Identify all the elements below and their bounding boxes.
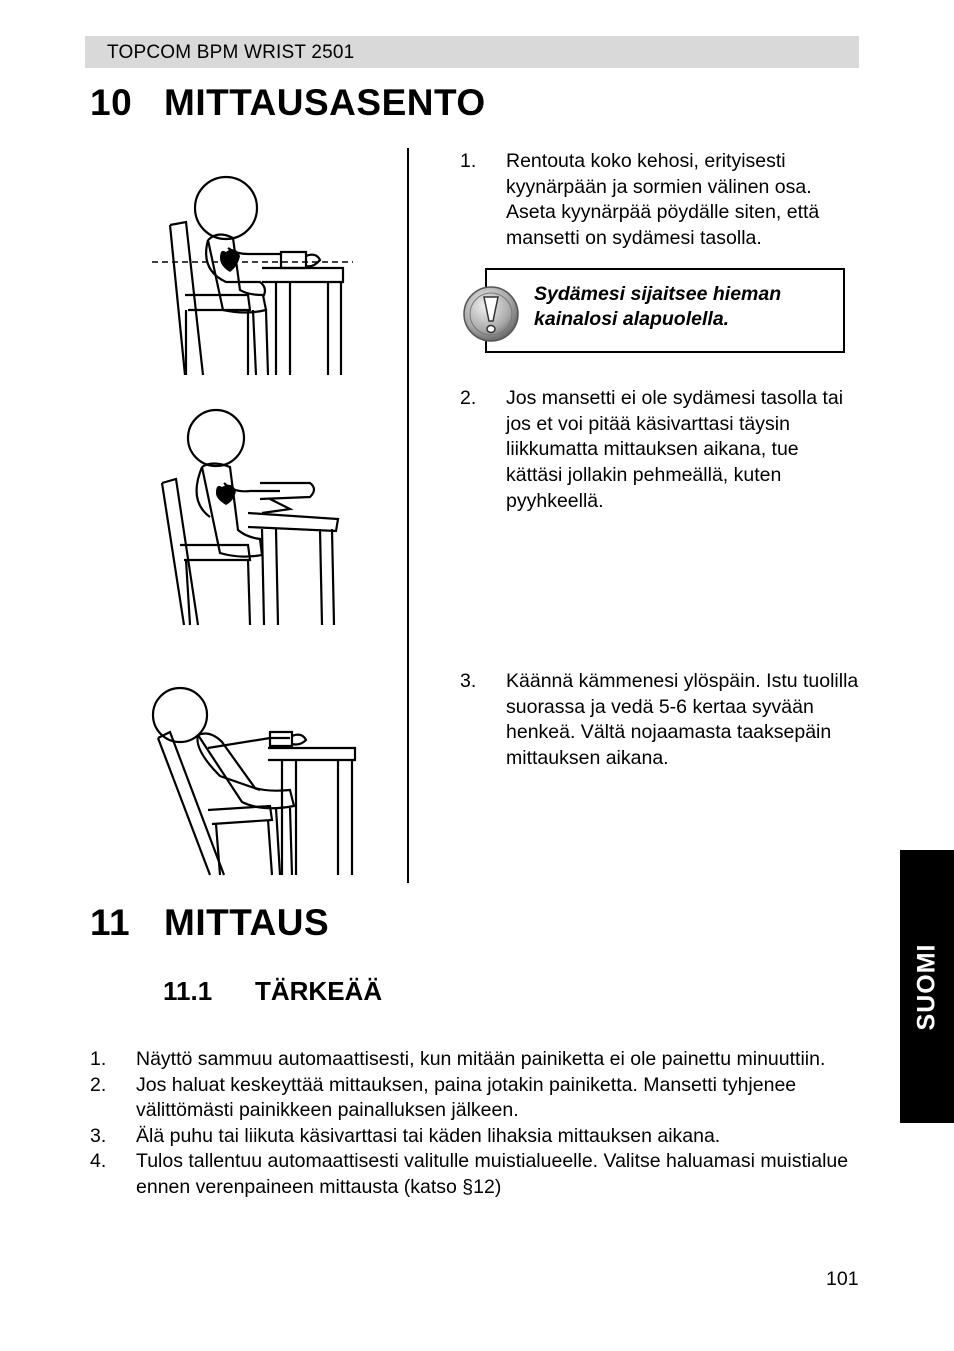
list-item-number: 1. — [90, 1048, 107, 1070]
subsection-number: 11.1 — [163, 976, 213, 1006]
header-bar — [85, 36, 859, 68]
section-11-heading — [90, 902, 329, 944]
step-3-text: Käännä kämmenesi ylöspäin. Istu tuolilla suorassa ja vedä 5-6 kertaa syvään henkeä. Vältä nojaamasta taaksepäin mittauksen aikana. — [506, 670, 859, 770]
list-item-text: Jos haluat keskeyttää mittauksen, paina jotakin painiketta. Mansetti tyhjenee välittömästi painikkeen painalluksen jälkeen. — [136, 1073, 797, 1121]
posture-illustration-upright — [148, 170, 358, 382]
step-1-text: Rentouta koko kehosi, erityisesti kyynärpään ja sormien välinen osa. Aseta kyynärpää pöydälle siten, että mansetti on sydämesi tasolla. — [506, 150, 820, 250]
section-10-title: MITTAUSASENTO — [164, 82, 486, 123]
step-3-number: 3. — [460, 670, 477, 692]
posture-illustration-leaning — [150, 680, 360, 880]
column-divider — [407, 148, 409, 883]
list-item — [90, 1047, 850, 1073]
section-11-number: 11 — [90, 902, 131, 943]
step-3 — [460, 669, 860, 772]
exclamation-icon — [462, 285, 520, 343]
section-10-number: 10 — [90, 82, 133, 123]
list-item-number: 4. — [90, 1150, 107, 1172]
page-number: 101 — [826, 1268, 859, 1290]
step-2 — [460, 386, 860, 515]
list-item-text: Näyttö sammuu automaattisesti, kun mitään painiketta ei ole painettu minuuttiin. — [136, 1048, 826, 1070]
document-title: TOPCOM BPM WRIST 2501 — [107, 42, 355, 63]
step-1-number: 1. — [460, 150, 477, 172]
language-tab-label: SUOMI — [912, 943, 941, 1030]
list-item-text: Tulos tallentuu automaattisesti valitulle muistialueelle. Valitse haluamasi muistialue ennen verenpaineen mittausta (katso §12) — [136, 1150, 849, 1198]
list-item-text: Älä puhu tai liikuta käsivarttasi tai käden lihaksia mittauksen aikana. — [136, 1124, 721, 1147]
note-text: Sydämesi sijaitsee hieman kainalosi alapuolella. — [534, 283, 782, 330]
step-1 — [460, 149, 860, 252]
list-item — [90, 1124, 850, 1150]
language-tab — [900, 850, 954, 1123]
list-item — [90, 1149, 850, 1200]
subsection-title: TÄRKEÄÄ — [255, 976, 383, 1006]
subsection-heading — [163, 976, 382, 1007]
list-item-number: 2. — [90, 1073, 107, 1096]
posture-illustration-supported — [150, 405, 350, 630]
step-2-number: 2. — [460, 387, 477, 409]
section-10-heading — [90, 82, 486, 124]
section-11-title: MITTAUS — [164, 902, 330, 943]
list-item-number: 3. — [90, 1124, 107, 1147]
important-list — [90, 1047, 850, 1200]
list-item — [90, 1073, 850, 1124]
step-2-text: Jos mansetti ei ole sydämesi tasolla tai jos et voi pitää käsivarttasi täysin liikkumatta mittauksen aikana, tue kättäsi jollakin pehmeällä, kuten pyyhkeellä. — [506, 387, 844, 512]
